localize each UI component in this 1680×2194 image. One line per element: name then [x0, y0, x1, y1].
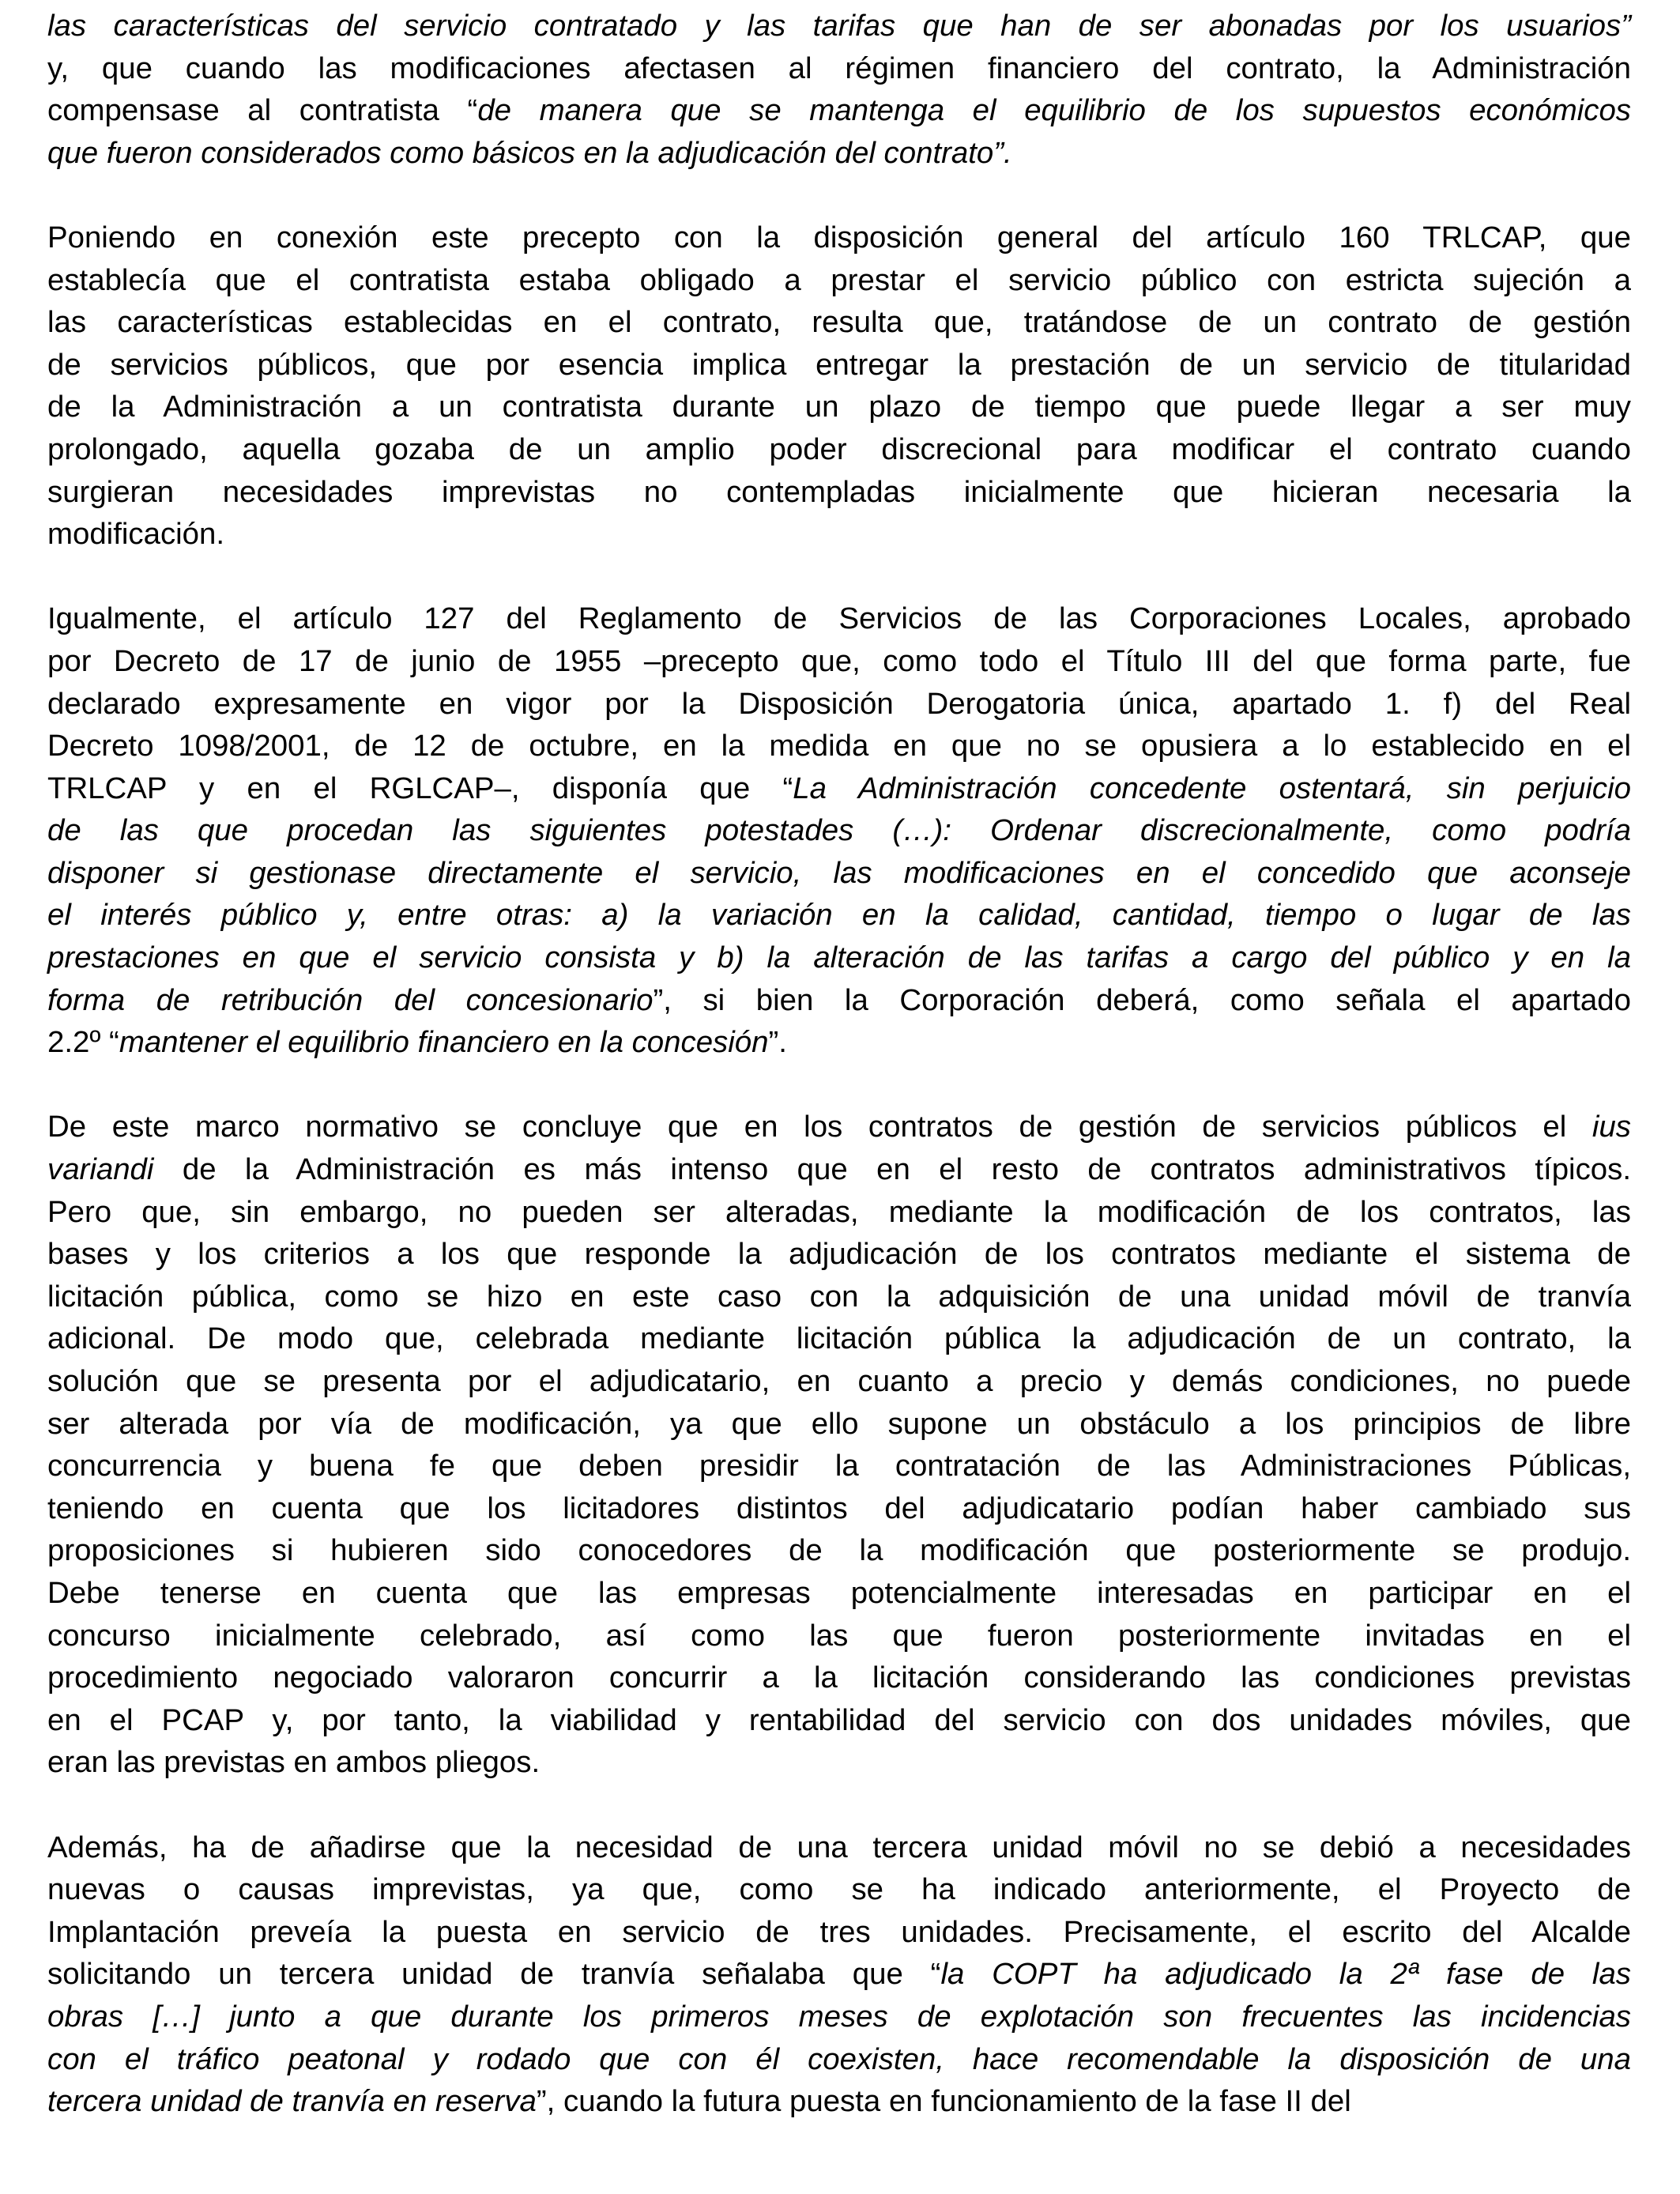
text-line [47, 5, 1631, 47]
text-line [47, 852, 1631, 895]
text-line [47, 132, 1631, 175]
italic-text-run: que fueron considerados como básicos en la adjudicación del contrato”. [47, 135, 1012, 170]
text-run: compensase al contratista “ [47, 93, 478, 128]
text-line [47, 1996, 1631, 2038]
text-line [47, 979, 1631, 1022]
text-line [47, 1741, 1631, 1784]
text-line [47, 1699, 1631, 1742]
italic-text-run: ius [1591, 1110, 1631, 1144]
italic-text-run: mantener el equilibrio financiero en la concesión [119, 1025, 769, 1060]
text-run: Además, ha de añadirse que la necesidad de una tercera unidad móvil no se debió a necesidades [47, 1830, 1631, 1864]
italic-text-run: de manera que se mantenga el equilibrio de los supuestos económicos [477, 93, 1631, 128]
text-line [47, 1191, 1631, 1234]
text-line [47, 1826, 1631, 1869]
text-line [47, 513, 1631, 556]
text-line [47, 1657, 1631, 1699]
text-run: De este marco normativo se concluye que en los contratos de gestión de servicios públicos el [47, 1110, 1592, 1144]
text-run: en el PCAP y, por tanto, la viabilidad y rentabilidad del servicio con dos unidades móviles, que [47, 1702, 1631, 1737]
text-line [47, 683, 1631, 726]
text-line [47, 259, 1631, 302]
text-line [47, 598, 1631, 640]
text-run: solicitando un tercera unidad de tranvía señalaba que “ [47, 1957, 941, 1992]
text-run: establecía que el contratista estaba obligado a prestar el servicio público con estricta sujeción a [47, 262, 1631, 297]
text-line [47, 1868, 1631, 1911]
text-run: ser alterada por vía de modificación, ya que ello supone un obstáculo a los principios de libre [47, 1406, 1631, 1441]
text-run: nuevas o causas imprevistas, ya que, como se ha indicado anteriormente, el Proyecto de [47, 1872, 1631, 1907]
text-run: licitación pública, como se hizo en este caso con la adquisición de una unidad móvil de tranvía [47, 1279, 1631, 1314]
text-line [47, 1445, 1631, 1487]
text-run: Igualmente, el artículo 127 del Reglamento de Servicios de las Corporaciones Locales, aprobado [47, 601, 1631, 636]
text-line [47, 471, 1631, 514]
text-line [47, 344, 1631, 386]
text-run: Poniendo en conexión este precepto con la disposición general del artículo 160 TRLCAP, que [47, 220, 1631, 254]
text-run: de la Administración es más intenso que en el resto de contratos administrativos típicos. [153, 1152, 1631, 1187]
text-run: eran las previstas en ambos pliegos. [47, 1745, 541, 1780]
text-run: declarado expresamente en vigor por la Disposición Derogatoria única, apartado 1. f) del Real [47, 686, 1631, 721]
italic-text-run: obras […] junto a que durante los primeros meses de explotación son frecuentes las incidencias [47, 1999, 1631, 2034]
text-run: concurrencia y buena fe que deben presidir la contratación de las Administraciones Públicas, [47, 1449, 1631, 1483]
paragraph-5 [47, 1826, 1631, 2123]
text-line [47, 809, 1631, 852]
text-run: TRLCAP y en el RGLCAP–, disponía que “ [47, 771, 793, 805]
italic-text-run: variandi [47, 1152, 154, 1187]
text-line [47, 47, 1631, 90]
text-line [47, 1233, 1631, 1276]
italic-text-run: el interés público y, entre otras: a) la variación en la calidad, cantidad, tiempo o lugar de las [47, 898, 1631, 933]
text-run: procedimiento negociado valoraron concurrir a la licitación considerando las condiciones previstas [47, 1661, 1631, 1695]
paragraph-3 [47, 598, 1631, 1064]
italic-text-run: prestaciones en que el servicio consista y b) la alteración de las tarifas a cargo del público y en la [47, 941, 1631, 975]
text-run: adicional. De modo que, celebrada mediante licitación pública la adjudicación de un contrato, la [47, 1321, 1631, 1356]
text-line [47, 1276, 1631, 1318]
text-line [47, 301, 1631, 344]
text-line [47, 640, 1631, 683]
document-body [47, 5, 1631, 2165]
text-run: bases y los criterios a los que responde la adjudicación de los contratos mediante el sistema de [47, 1237, 1631, 1272]
paragraph-1 [47, 5, 1631, 174]
text-line [47, 894, 1631, 937]
text-run: ”. [768, 1025, 787, 1060]
text-run: Pero que, sin embargo, no pueden ser alteradas, mediante la modificación de los contratos, las [47, 1194, 1631, 1229]
italic-text-run: La Administración concedente ostentará, sin perjuicio [793, 771, 1631, 805]
text-run: de servicios públicos, que por esencia implica entregar la prestación de un servicio de titularidad [47, 347, 1631, 382]
italic-text-run: con el tráfico peatonal y rodado que con él coexisten, hace recomendable la disposición de una [47, 2041, 1631, 2076]
text-run: modificación. [47, 517, 225, 552]
text-run: 2.2º “ [47, 1025, 119, 1060]
text-line [47, 1403, 1631, 1446]
text-run: surgieran necesidades imprevistas no contempladas inicialmente que hicieran necesaria la [47, 474, 1631, 509]
text-run: proposiciones si hubieren sido conocedores de la modificación que posteriormente se produjo. [47, 1533, 1631, 1568]
text-run: y, que cuando las modificaciones afectasen al régimen financiero del contrato, la Administración [47, 51, 1631, 85]
text-line [47, 1106, 1631, 1148]
italic-text-run: disponer si gestionase directamente el servicio, las modificaciones en el concedido que aconseje [47, 855, 1631, 890]
text-run: teniendo en cuenta que los licitadores distintos del adjudicatario podían haber cambiado sus [47, 1491, 1631, 1525]
text-line [47, 1953, 1631, 1996]
text-line [47, 1318, 1631, 1360]
text-line [47, 428, 1631, 471]
text-line [47, 937, 1631, 979]
text-line [47, 1487, 1631, 1530]
text-line [47, 1148, 1631, 1191]
text-line [47, 1021, 1631, 1064]
text-run: por Decreto de 17 de junio de 1955 –precepto que, como todo el Título III del que forma parte, fue [47, 643, 1631, 678]
text-run: Implantación preveía la puesta en servicio de tres unidades. Precisamente, el escrito del Alcalde [47, 1914, 1631, 1949]
text-line [47, 1572, 1631, 1615]
text-line [47, 725, 1631, 767]
text-line [47, 89, 1631, 132]
italic-text-run: las características del servicio contratado y las tarifas que han de ser abonadas por los usuarios” [47, 9, 1631, 43]
text-run: ”, cuando la futura puesta en funcionamiento de la fase II del [536, 2084, 1351, 2119]
text-line [47, 1529, 1631, 1572]
italic-text-run: la COPT ha adjudicado la 2ª fase de las [940, 1957, 1632, 1992]
text-run: Decreto 1098/2001, de 12 de octubre, en la medida en que no se opusiera a lo establecido en el [47, 729, 1631, 763]
text-run: solución que se presenta por el adjudicatario, en cuanto a precio y demás condiciones, no puede [47, 1364, 1631, 1398]
text-line [47, 1615, 1631, 1657]
text-line [47, 2038, 1631, 2081]
text-line [47, 386, 1631, 428]
text-run: prolongado, aquella gozaba de un amplio poder discrecional para modificar el contrato cuando [47, 432, 1631, 466]
text-line [47, 767, 1631, 810]
text-run: ”, si bien la Corporación deberá, como señala el apartado [653, 982, 1631, 1017]
paragraph-2 [47, 217, 1631, 556]
text-line [47, 1911, 1631, 1954]
text-run: las características establecidas en el contrato, resulta que, tratándose de un contrato de gestión [47, 305, 1631, 340]
text-run: Debe tenerse en cuenta que las empresas potencialmente interesadas en participar en el [47, 1575, 1631, 1610]
italic-text-run: tercera unidad de tranvía en reserva [47, 2084, 537, 2119]
text-line [47, 217, 1631, 259]
italic-text-run: forma de retribución del concesionario [47, 982, 654, 1017]
text-run: concurso inicialmente celebrado, así como las que fueron posteriormente invitadas en el [47, 1618, 1631, 1653]
text-line [47, 1360, 1631, 1403]
text-run: de la Administración a un contratista durante un plazo de tiempo que puede llegar a ser muy [47, 390, 1631, 424]
paragraph-4 [47, 1106, 1631, 1784]
italic-text-run: de las que procedan las siguientes potestades (…): Ordenar discrecionalmente, como podría [47, 813, 1631, 848]
text-line [47, 2080, 1631, 2123]
